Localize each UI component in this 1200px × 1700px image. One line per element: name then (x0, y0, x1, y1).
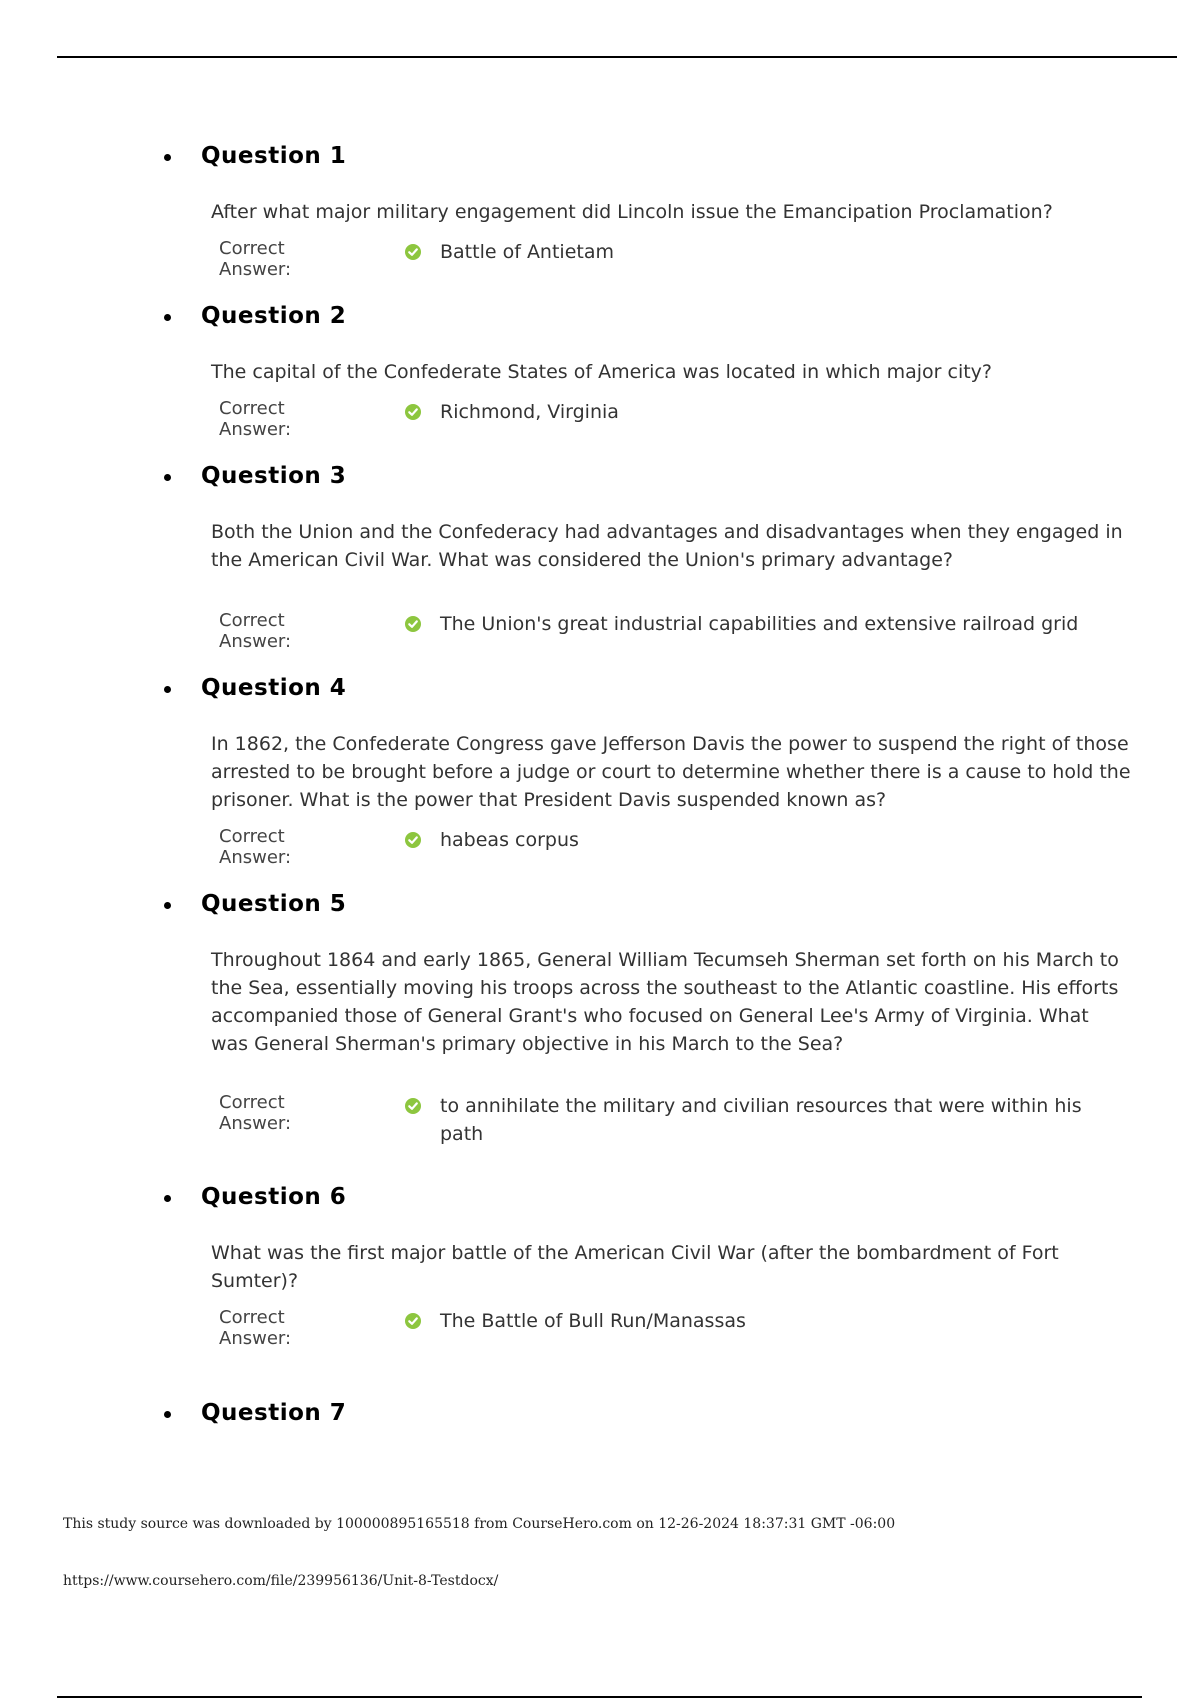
answer-text: The Battle of Bull Run/Manassas (440, 1310, 746, 1332)
answer-row (0, 398, 1200, 442)
answer-row (0, 826, 1200, 870)
question-item (0, 300, 1200, 460)
answer-text: to annihilate the military and civilian resources that were within his path (440, 1095, 1082, 1145)
download-source-note: This study source was downloaded by 100000895165518 from CourseHero.com on 12-26-2024 18:37:31 GMT -06:00 (63, 1516, 896, 1532)
question-title: Question 3 (201, 463, 347, 489)
question-item (0, 140, 1200, 300)
question-title: Question 2 (201, 303, 347, 329)
answer-label: Correct Answer: (219, 238, 292, 280)
answer-label: Correct Answer: (219, 398, 292, 440)
bullet-icon (164, 314, 171, 321)
question-item (0, 460, 1200, 672)
bullet-icon (164, 474, 171, 481)
bullet-icon (164, 1411, 171, 1418)
answer-row (0, 1092, 1200, 1148)
correct-check-icon (405, 244, 421, 260)
question-text: What was the first major battle of the American Civil War (after the bombardment of Fort Sumter)? (211, 1242, 1059, 1292)
question-item (0, 888, 1200, 1181)
question-item (0, 672, 1200, 888)
correct-check-icon (405, 1313, 421, 1329)
correct-check-icon (405, 1098, 421, 1114)
top-rule (57, 56, 1177, 58)
question-text: After what major military engagement did Lincoln issue the Emancipation Proclamation? (211, 201, 1053, 223)
answer-label: Correct Answer: (219, 610, 292, 652)
bottom-rule (57, 1696, 1142, 1698)
question-title: Question 5 (201, 891, 347, 917)
correct-check-icon (405, 616, 421, 632)
answer-label: Correct Answer: (219, 1092, 292, 1134)
question-text: Throughout 1864 and early 1865, General William Tecumseh Sherman set forth on his March to the Sea, essentially moving his troops across the southeast to the Atlantic coastline. His efforts accompanied those of General Grant's who focused on General Lee's Army of Virginia. What was General Sherman's primary objective in his March to the Sea? (211, 949, 1119, 1055)
bullet-icon (164, 154, 171, 161)
bullet-icon (164, 902, 171, 909)
answer-row (0, 610, 1200, 654)
question-item (0, 1397, 1200, 1437)
question-item (0, 1181, 1200, 1397)
correct-check-icon (405, 832, 421, 848)
question-title: Question 1 (201, 143, 347, 169)
answer-label: Correct Answer: (219, 826, 292, 868)
question-title: Question 7 (201, 1400, 347, 1426)
question-title: Question 6 (201, 1184, 347, 1210)
question-text: In 1862, the Confederate Congress gave Jefferson Davis the power to suspend the right of those arrested to be brought before a judge or court to determine whether there is a cause to hold the prisoner. What is the power that President Davis suspended known as? (211, 733, 1131, 811)
answer-row (0, 238, 1200, 282)
answer-text: The Union's great industrial capabilities and extensive railroad grid (440, 613, 1079, 635)
correct-check-icon (405, 404, 421, 420)
answer-text: Richmond, Virginia (440, 401, 619, 423)
bullet-icon (164, 1195, 171, 1202)
question-title: Question 4 (201, 675, 347, 701)
bullet-icon (164, 686, 171, 693)
question-list (0, 140, 1200, 1437)
answer-text: habeas corpus (440, 829, 579, 851)
answer-row (0, 1307, 1200, 1351)
answer-text: Battle of Antietam (440, 241, 614, 263)
question-text: Both the Union and the Confederacy had advantages and disadvantages when they engaged in the American Civil War. What was considered the Union's primary advantage? (211, 521, 1123, 571)
answer-label: Correct Answer: (219, 1307, 292, 1349)
source-url[interactable]: https://www.coursehero.com/file/239956136/Unit-8-Testdocx/ (63, 1573, 499, 1589)
question-text: The capital of the Confederate States of America was located in which major city? (211, 361, 992, 383)
